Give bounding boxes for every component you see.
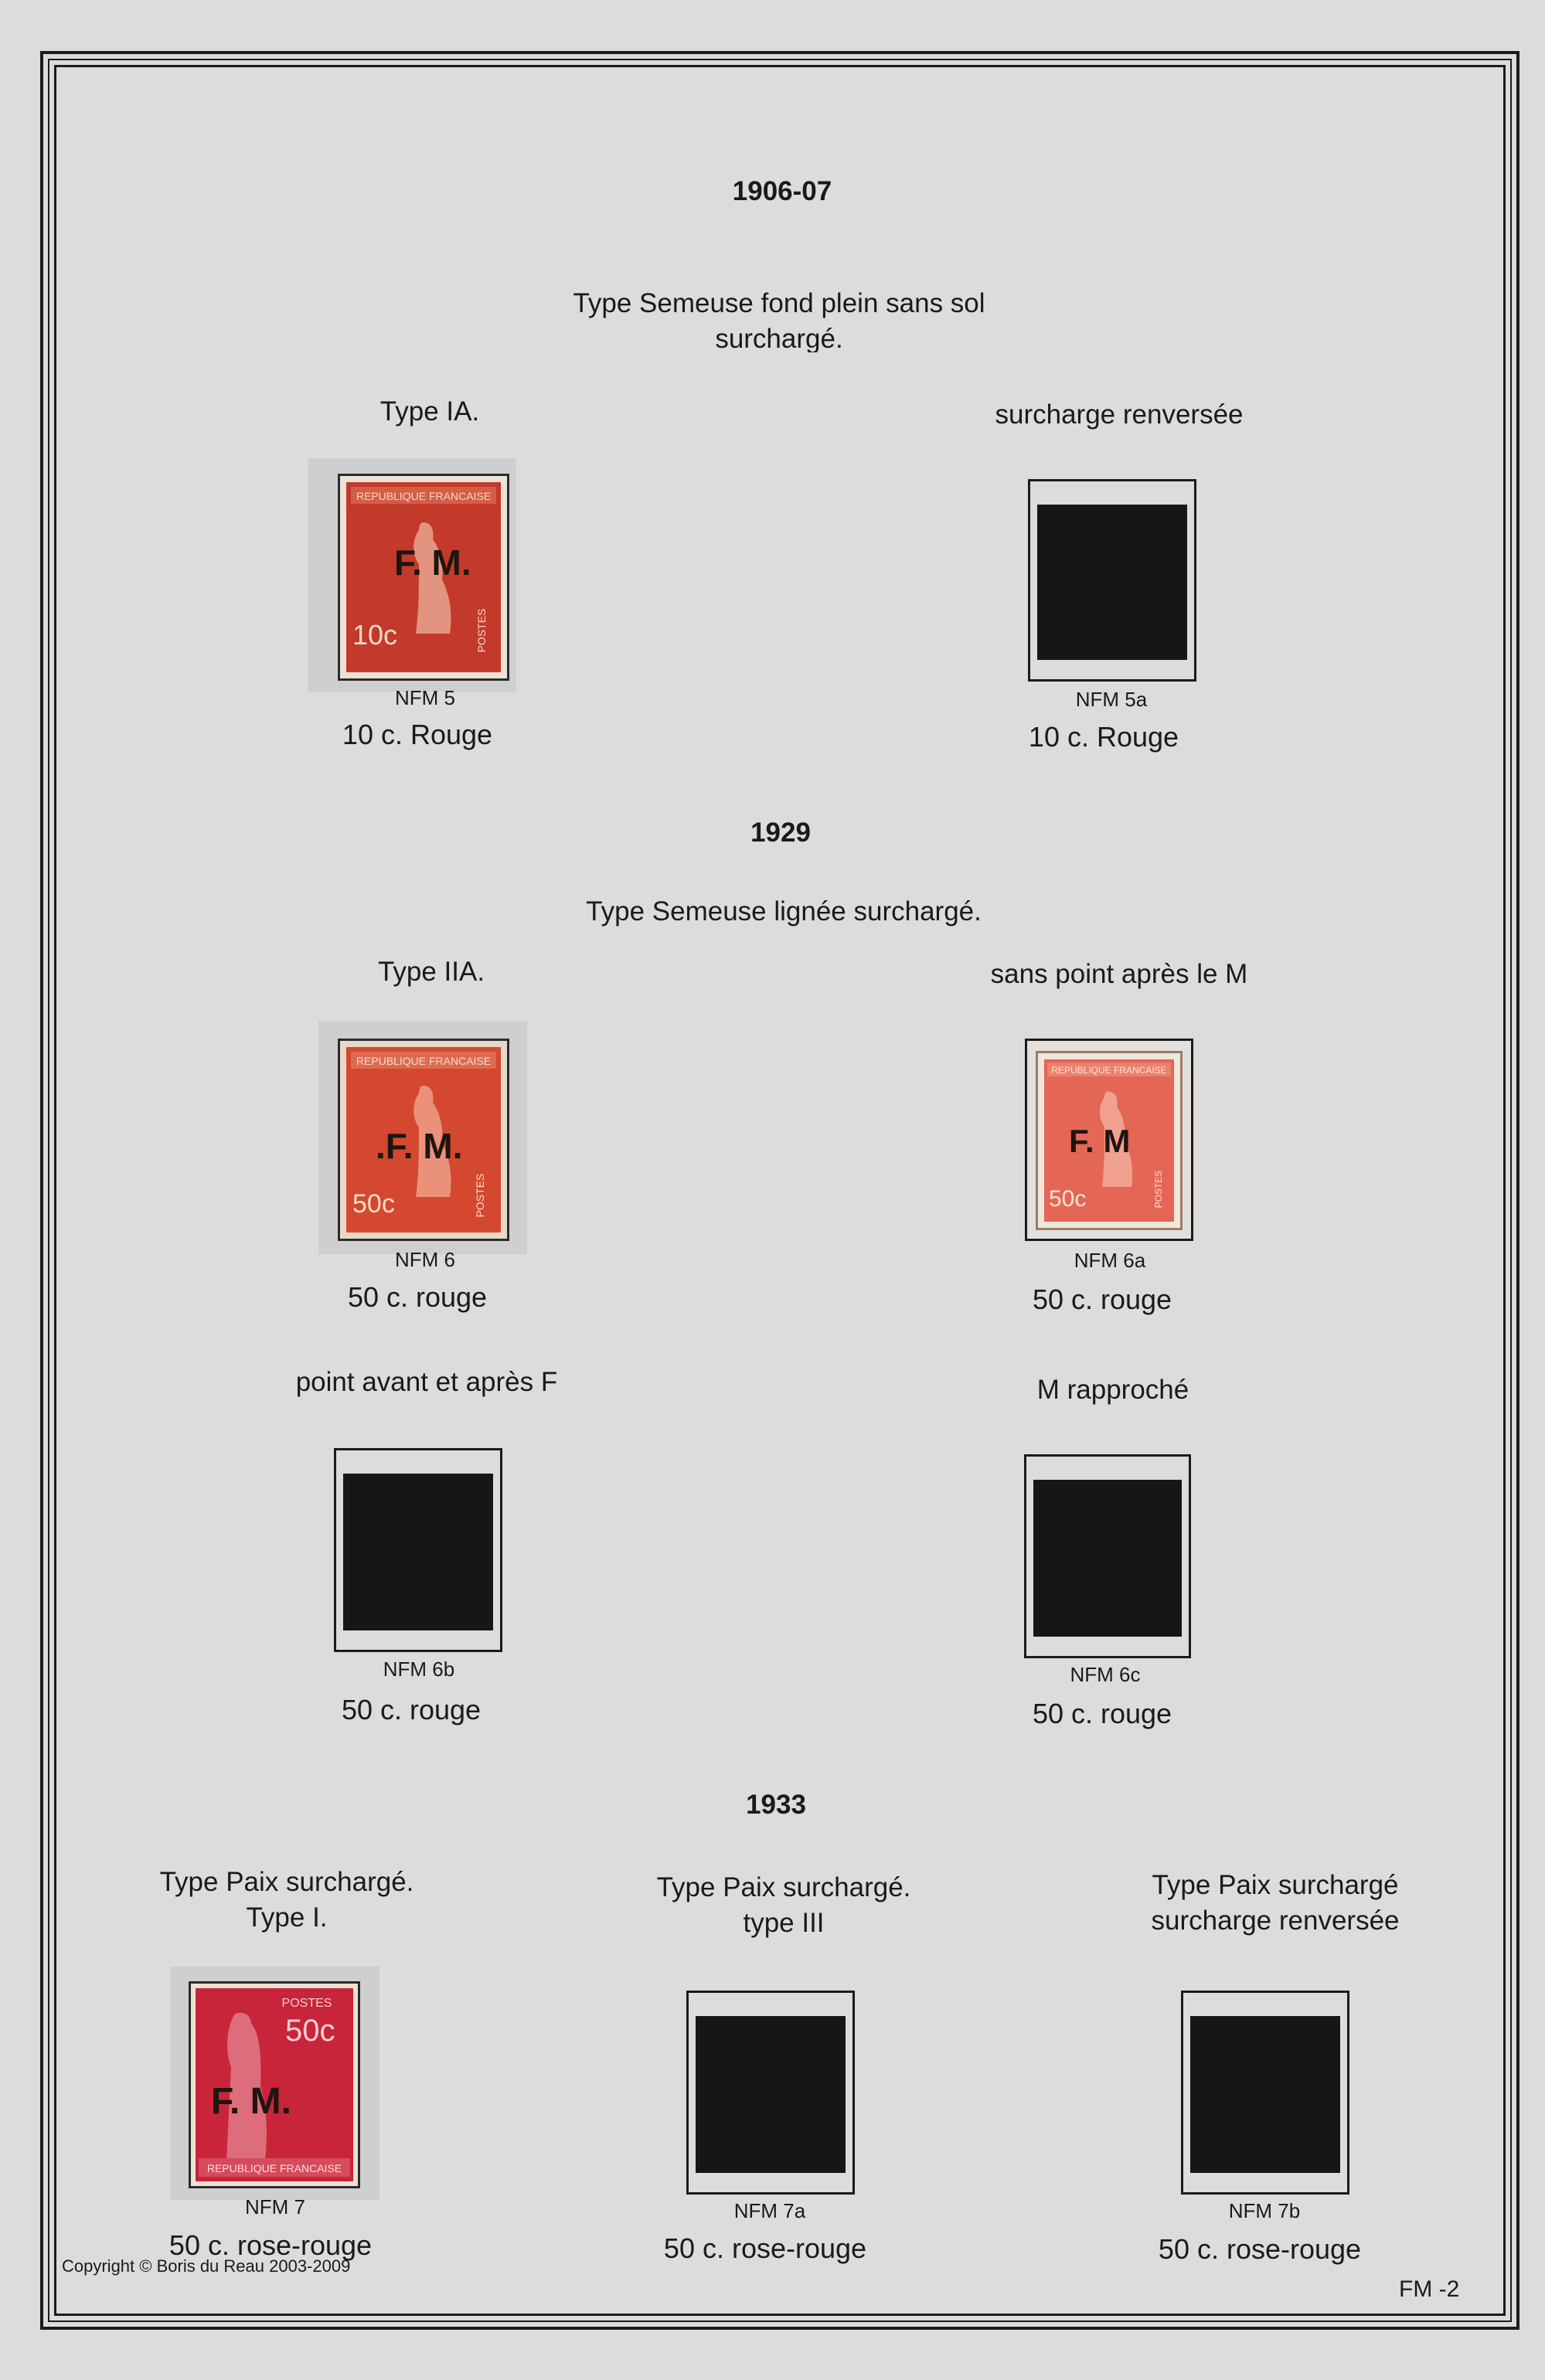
value-nfm6b: 50 c. rouge bbox=[341, 1694, 482, 1726]
page-number: FM -2 bbox=[1399, 2276, 1460, 2302]
value-nfm6a: 50 c. rouge bbox=[1032, 1284, 1172, 1315]
caption-point-avant-apres-f: point avant et après F bbox=[295, 1367, 558, 1397]
caption-paix-type-i-line2: Type I. bbox=[246, 1902, 328, 1933]
stamp-postes-text: POSTES bbox=[281, 1997, 332, 2010]
catalog-number-nfm6a: NFM 6a bbox=[1074, 1249, 1146, 1272]
section-title-1906-line1: Type Semeuse fond plein sans sol bbox=[573, 288, 985, 318]
stamp-postes-text: POSTES bbox=[1153, 1170, 1164, 1209]
caption-paix-type-iii-line1: Type Paix surchargé. bbox=[656, 1872, 911, 1902]
overprint-fm: F. M bbox=[1069, 1123, 1131, 1159]
overprint-fm: .F. M. bbox=[376, 1126, 463, 1166]
stamp-value: 10c bbox=[352, 619, 398, 651]
copyright-notice: Copyright © Boris du Reau 2003-2009 bbox=[62, 2256, 351, 2276]
catalog-number-nfm6c: NFM 6c bbox=[1070, 1663, 1141, 1686]
stamp-postes-text: POSTES bbox=[474, 1173, 486, 1218]
stamp-top-text: REPUBLIQUE FRANCAISE bbox=[356, 490, 492, 502]
semeuse-50c-stamp-image bbox=[1038, 1053, 1180, 1228]
empty-stamp-mount-nfm7a bbox=[686, 1991, 855, 2195]
section-title-1906-line2: surchargé. bbox=[715, 324, 843, 352]
empty-stamp-mount-nfm6c bbox=[1024, 1454, 1191, 1658]
catalog-number-nfm6: NFM 6 bbox=[395, 1248, 455, 1271]
caption-paix-type-iii-line2: type III bbox=[743, 1908, 825, 1938]
year-heading-1929: 1929 bbox=[750, 818, 811, 848]
caption-type-iia: Type IIA. bbox=[377, 957, 485, 987]
catalog-number-nfm7: NFM 7 bbox=[245, 2195, 305, 2218]
stamp-bottom-text: REPUBLIQUE FRANCAISE bbox=[206, 2162, 342, 2174]
catalog-number-nfm7b: NFM 7b bbox=[1228, 2199, 1301, 2222]
caption-paix-type-i-line1: Type Paix surchargé. bbox=[159, 1867, 414, 1897]
caption-type-ia: Type IA. bbox=[379, 396, 480, 427]
caption-sans-point: sans point après le M bbox=[990, 959, 1248, 989]
catalog-number-nfm5: NFM 5 bbox=[395, 686, 455, 709]
caption-paix-renversee-line2: surcharge renversée bbox=[1151, 1906, 1400, 1936]
semeuse-10c-stamp-image bbox=[340, 476, 507, 678]
value-nfm7b: 50 c. rose-rouge bbox=[1158, 2233, 1362, 2265]
stamp-value: 50c bbox=[285, 2014, 335, 2048]
value-nfm6c: 50 c. rouge bbox=[1032, 1698, 1172, 1729]
stamp-nfm7 bbox=[189, 1981, 360, 2188]
value-nfm5: 10 c. Rouge bbox=[342, 719, 493, 750]
overprint-fm: F. M. bbox=[394, 542, 471, 583]
year-heading-1906: 1906-07 bbox=[732, 176, 832, 206]
section-title-1929: Type Semeuse lignée surchargé. bbox=[586, 896, 982, 926]
stamp-nfm5 bbox=[338, 474, 509, 681]
semeuse-50c-stamp-image bbox=[340, 1041, 507, 1239]
catalog-number-nfm7a: NFM 7a bbox=[733, 2199, 806, 2222]
value-nfm7a: 50 c. rose-rouge bbox=[663, 2232, 867, 2264]
empty-stamp-mount-nfm7b bbox=[1181, 1991, 1349, 2195]
paix-50c-stamp-image bbox=[191, 1984, 358, 2186]
value-nfm7: 50 c. rose-rouge bbox=[168, 2229, 373, 2261]
catalog-number-nfm5a: NFM 5a bbox=[1075, 688, 1148, 711]
caption-m-rapproche: M rapproché bbox=[1036, 1375, 1189, 1405]
empty-stamp-mount-nfm6b bbox=[334, 1448, 502, 1652]
value-nfm6: 50 c. rouge bbox=[347, 1281, 488, 1313]
caption-surcharge-renversee: surcharge renversée bbox=[995, 400, 1244, 430]
value-nfm5a: 10 c. Rouge bbox=[1028, 721, 1179, 753]
stamp-nfm6 bbox=[338, 1039, 509, 1241]
stamp-top-text: REPUBLIQUE FRANCAISE bbox=[356, 1055, 492, 1067]
caption-paix-renversee-line1: Type Paix surchargé bbox=[1152, 1870, 1399, 1900]
catalog-number-nfm6b: NFM 6b bbox=[383, 1658, 455, 1681]
empty-stamp-mount-nfm5a bbox=[1028, 479, 1196, 682]
year-heading-1933: 1933 bbox=[746, 1790, 806, 1820]
stamp-nfm6a bbox=[1036, 1051, 1183, 1230]
stamp-value: 50c bbox=[352, 1189, 395, 1219]
overprint-fm: F. M. bbox=[211, 2081, 291, 2122]
stamp-value: 50c bbox=[1049, 1186, 1087, 1212]
stamp-postes-text: POSTES bbox=[475, 608, 488, 653]
stamp-top-text: REPUBLIQUE FRANCAISE bbox=[1051, 1065, 1167, 1076]
